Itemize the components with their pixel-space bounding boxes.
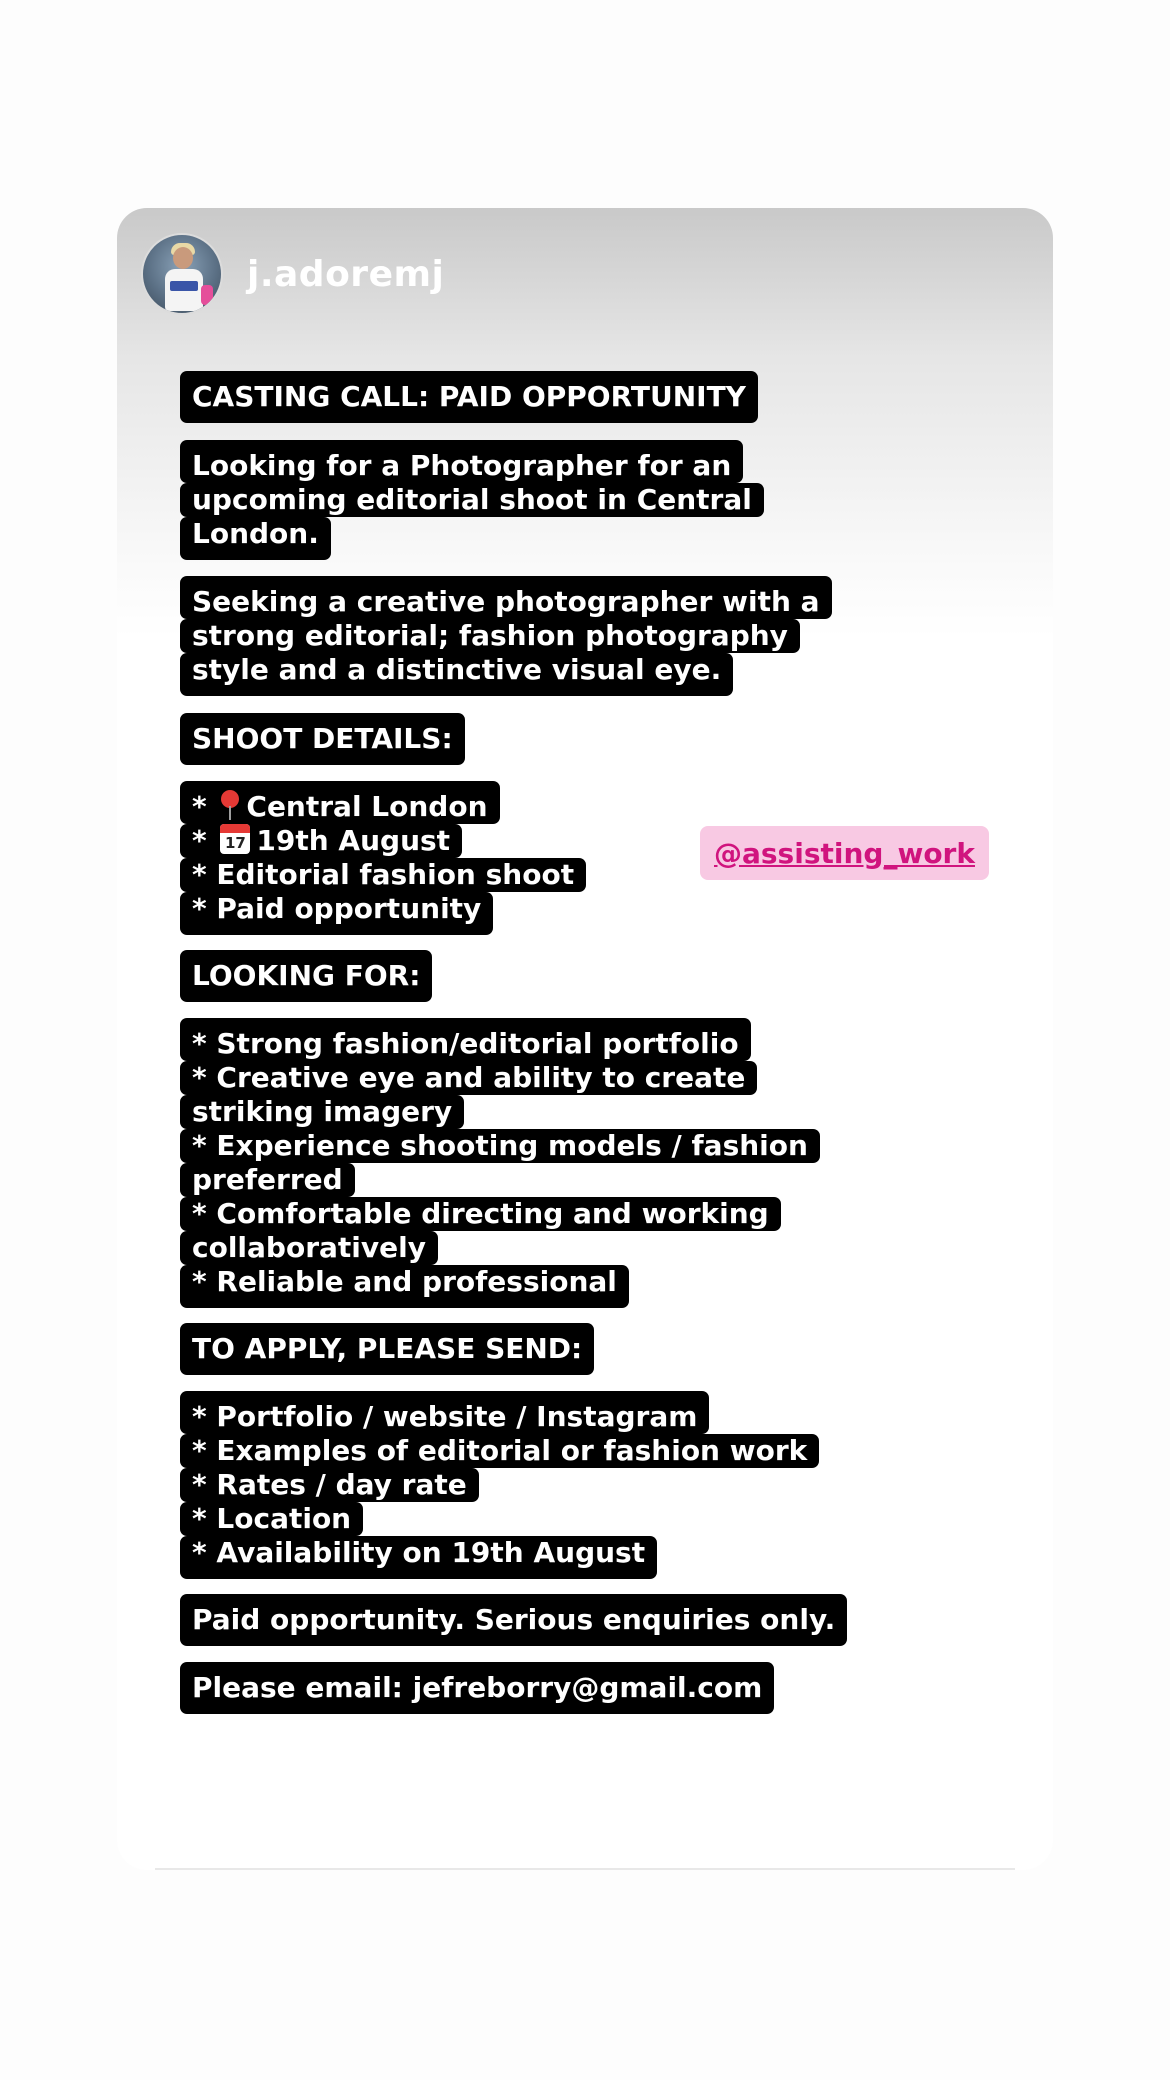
username[interactable]: j.adoremj <box>247 253 445 295</box>
email-block <box>180 1662 774 1714</box>
shoot-paid: * Paid opportunity <box>180 892 493 935</box>
text-line: Seeking a creative photographer with a <box>180 576 832 619</box>
round-pushpin-icon <box>220 790 240 820</box>
text-line: strong editorial; fashion photography <box>180 619 800 653</box>
looking-for-block <box>180 1018 820 1308</box>
calendar-icon: 17 <box>220 824 250 854</box>
apply-heading-block <box>180 1323 594 1375</box>
apply-heading: TO APPLY, PLEASE SEND: <box>180 1323 594 1375</box>
paid-note-block <box>180 1594 847 1646</box>
paid-note: Paid opportunity. Serious enquiries only. <box>180 1594 847 1646</box>
casting-title: CASTING CALL: PAID OPPORTUNITY <box>180 371 758 423</box>
list-item: striking imagery <box>180 1095 464 1129</box>
text-line: London. <box>180 517 331 560</box>
shoot-location-line: * Central London <box>180 781 500 824</box>
text-line: upcoming editorial shoot in Central <box>180 483 764 517</box>
list-item: * Experience shooting models / fashion <box>180 1129 820 1163</box>
list-item: * Portfolio / website / Instagram <box>180 1391 709 1434</box>
list-item: * Comfortable directing and working <box>180 1197 781 1231</box>
list-item: * Reliable and professional <box>180 1265 629 1308</box>
story-header <box>141 232 444 316</box>
list-item: * Rates / day rate <box>180 1468 479 1502</box>
list-item: preferred <box>180 1163 355 1197</box>
shoot-date: 19th August <box>256 824 451 857</box>
list-item: * Creative eye and ability to create <box>180 1061 757 1095</box>
list-item: * Strong fashion/editorial portfolio <box>180 1018 751 1061</box>
mention-link[interactable]: @assisting_work <box>714 836 975 870</box>
casting-title-block <box>180 371 758 423</box>
email-text[interactable]: Please email: jefreborry@gmail.com <box>180 1662 774 1714</box>
list-item: * Location <box>180 1502 363 1536</box>
card-divider <box>155 1868 1015 1870</box>
mention-sticker[interactable] <box>700 826 989 880</box>
shoot-heading-block <box>180 713 465 765</box>
seeking-block <box>180 576 832 696</box>
shoot-date-line: * 17 19th August <box>180 824 462 858</box>
shoot-location: Central London <box>246 790 488 823</box>
list-item: collaboratively <box>180 1231 438 1265</box>
shoot-type: * Editorial fashion shoot <box>180 858 586 892</box>
list-item: * Availability on 19th August <box>180 1536 657 1579</box>
list-item: * Examples of editorial or fashion work <box>180 1434 819 1468</box>
looking-heading-block <box>180 950 432 1002</box>
shoot-details-heading: SHOOT DETAILS: <box>180 713 465 765</box>
shoot-details-block <box>180 781 586 935</box>
apply-items-block <box>180 1391 819 1579</box>
avatar[interactable] <box>141 233 223 315</box>
text-line: style and a distinctive visual eye. <box>180 653 733 696</box>
looking-for-heading: LOOKING FOR: <box>180 950 432 1002</box>
text-line: Looking for a Photographer for an <box>180 440 743 483</box>
intro-block <box>180 440 764 560</box>
